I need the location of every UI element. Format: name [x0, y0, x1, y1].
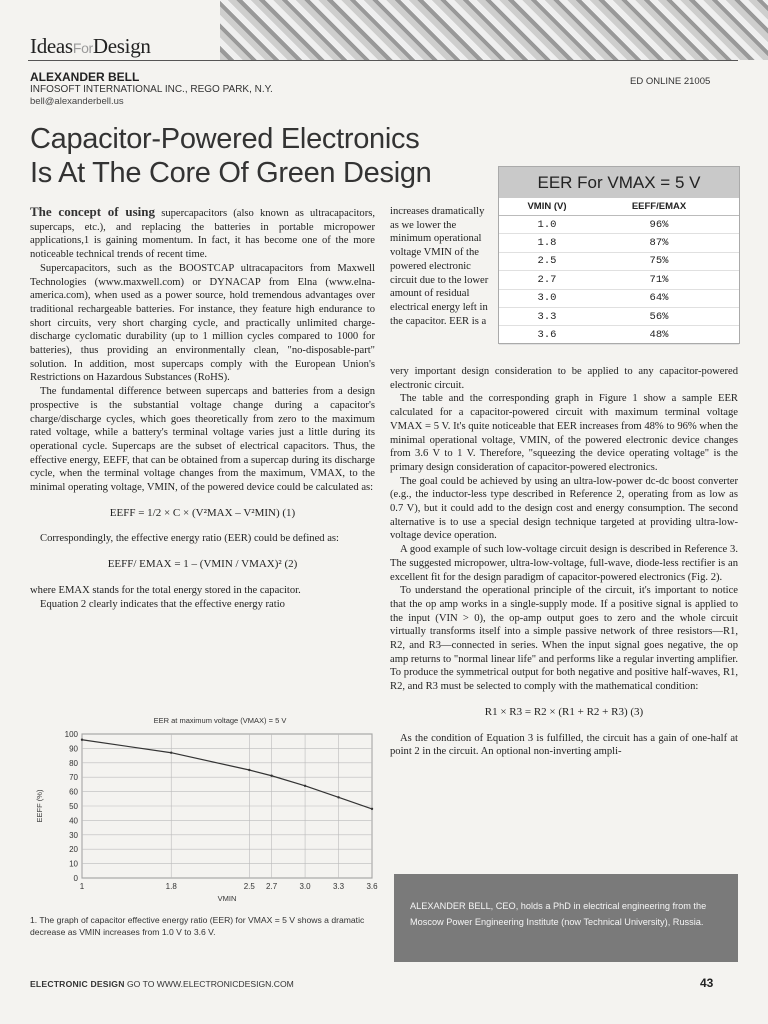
- y-tick-label: 20: [69, 845, 78, 855]
- eer-col-vmin: VMIN (V): [527, 201, 567, 212]
- article-right-column: [390, 365, 738, 759]
- page-number: 43: [700, 976, 714, 990]
- eer-table-row: [499, 216, 739, 234]
- author-name: ALEXANDER BELL: [30, 70, 140, 84]
- paragraph-4: Correspondingly, the effective energy ratio (EER) could be defined as:: [40, 533, 339, 545]
- article-left-column: [30, 205, 375, 611]
- header-rule: [28, 60, 738, 61]
- eer-table-header: [499, 198, 739, 216]
- article-middle-column: [390, 205, 490, 328]
- paragraph-1-text: supercapacitors (also known as ultracapacitors, supercaps, etc.), and replacing the batteries in portable micropower applications,1 is gaining momentum. In fact, it has become one of the more noticeable technical trends of recent time.: [30, 208, 375, 261]
- eer-table-row: [499, 253, 739, 271]
- y-tick-label: 70: [69, 773, 78, 783]
- x-tick-label: 3.6: [366, 882, 378, 891]
- paragraph-5: where EMAX stands for the total energy stored in the capacitor.: [30, 584, 301, 596]
- eer-cell-vmin: 2.5: [537, 255, 557, 268]
- eer-table-row: [499, 271, 739, 289]
- eer-cell-ratio: 71%: [649, 273, 669, 286]
- equation-1: EEFF = 1/2 × C × (V²MAX – V²MIN) (1): [109, 506, 296, 519]
- y-tick-label: 0: [73, 874, 78, 883]
- eer-table-row: [499, 326, 739, 344]
- eer-cell-vmin: 1.0: [537, 218, 557, 231]
- eer-table-title: EER For VMAX = 5 V: [499, 167, 739, 198]
- eer-line-chart: [30, 726, 380, 906]
- y-tick-label: 40: [69, 816, 78, 826]
- right-paragraph-3: The goal could be achieved by using an ultra-low-power dc-dc boost converter (e.g., the inductor-less type described in Reference 2, operating from as low as 0.7 V), but it could add to the design cost and energy consumption. The second alternative is to use a special design technique targeted at providing ultra-low-voltage device operation.: [390, 475, 738, 542]
- eer-table: [498, 166, 740, 344]
- eer-cell-ratio: 96%: [649, 218, 669, 231]
- paragraph-3: The fundamental difference between supercaps and batteries from a design prospective is the substantial voltage change during a capacitor's charge/discharge cycles, which goes theoretically from zero to the maximum rated voltage, while a battery's terminal voltage varies just a little during its operational cycle. Supercaps are the subset of electrical capacitors. Thus, the effective energy, EEFF, that can be obtained from a supercap during its discharge cycle, when the terminal voltage changes from the maximum, VMAX, to the minimal operating voltage, VMIN, of the powered device could be calculated as:: [30, 386, 375, 494]
- eer-data-point: [371, 808, 373, 810]
- paragraph-1: [30, 205, 375, 262]
- eer-table-row: [499, 290, 739, 308]
- y-tick-label: 80: [69, 758, 78, 768]
- y-tick-label: 100: [64, 730, 78, 739]
- eer-cell-vmin: 3.0: [537, 292, 557, 305]
- ed-online-code: ED ONLINE 21005: [630, 76, 711, 87]
- eer-cell-vmin: 3.3: [537, 310, 557, 323]
- y-tick-label: 60: [69, 787, 78, 797]
- headline-line-2: Is At The Core Of Green Design: [30, 157, 432, 189]
- footer-link[interactable]: GO TO WWW.ELECTRONICDESIGN.COM: [127, 979, 294, 989]
- eer-cell-ratio: 56%: [649, 310, 669, 323]
- header-pattern-image: [220, 0, 768, 60]
- eer-cell-vmin: 2.7: [537, 273, 557, 286]
- right-paragraph-4: A good example of such low-voltage circuit design is described in Reference 3. The suggested micropower, ultra-low-voltage, full-wave, diode-less rectifier is an excellent fit for the design paradigm of capacitor-powered electronics (Fig. 2).: [390, 544, 738, 583]
- equation-2: EEFF/ EMAX = 1 – (VMIN / VMAX)² (2): [107, 558, 298, 571]
- eer-data-point: [304, 785, 306, 787]
- eer-table-row: [499, 308, 739, 326]
- middle-column-text: increases dramatically as we lower the minimum operational voltage VMIN of the powered electronic circuit due to the lower amount of residual electrical energy left in the capacitor. EER is a: [390, 206, 489, 327]
- figure-caption: 1. The graph of capacitor effective energy ratio (EER) for VMAX = 5 V shows a dramatic decrease as VMIN increases from 1.0 V to 3.6 V.: [30, 915, 365, 937]
- eer-data-point: [248, 769, 250, 771]
- paragraph-2: Supercapacitors, such as the BOOSTCAP ultracapacitors from Maxwell Technologies (www.maxwell.com) or DYNACAP from Elna (www.elna-america.com), when used as a power source, hold tremendous advantages over traditional rechargeable batteries. For instance, they feature high endurance to short circuits, very short charging cycle, and practically unlimited charge-discharge cyclomatic durability (up to 1 million cycles compared to 1000 for batteries), thus providing an environmentally clean, "no-disposable-part" solution. In addition, most supercaps comply with the European Union's Restrictions on Hazardous Substances (RoHS).: [30, 262, 375, 384]
- right-paragraph-6: As the condition of Equation 3 is fulfilled, the circuit has a gain of one-half at point 2 in the circuit. An optional non-inverting ampli-: [390, 732, 738, 758]
- eer-cell-vmin: 3.6: [537, 329, 557, 342]
- headline-line-1: Capacitor-Powered Electronics: [30, 123, 420, 155]
- x-tick-label: 1.8: [165, 882, 177, 891]
- x-tick-label: 3.0: [299, 882, 311, 891]
- eer-cell-ratio: 87%: [649, 237, 669, 250]
- eer-data-point: [81, 739, 83, 741]
- eer-cell-ratio: 75%: [649, 255, 669, 268]
- footer-brand: ELECTRONIC DESIGN: [30, 979, 125, 989]
- chart-title: EER at maximum voltage (VMAX) = 5 V: [153, 716, 287, 725]
- author-email: bell@alexanderbell.us: [30, 96, 124, 107]
- y-tick-label: 90: [69, 744, 78, 754]
- eer-cell-ratio: 64%: [649, 292, 669, 305]
- eer-table-body: [499, 216, 739, 345]
- y-axis-label: EEFF (%): [35, 789, 44, 823]
- article-headline: [30, 122, 432, 190]
- x-axis-label: VMIN: [217, 894, 237, 903]
- eer-col-ratio: EEFF/EMAX: [631, 201, 687, 212]
- y-tick-label: 10: [69, 859, 78, 869]
- eer-series-line: [82, 740, 372, 809]
- footer: [30, 979, 294, 989]
- eer-cell-vmin: 1.8: [537, 237, 557, 250]
- eer-table-row: [499, 234, 739, 252]
- eer-data-point: [337, 796, 339, 798]
- author-bio-text: ALEXANDER BELL, CEO, holds a PhD in electrical engineering from the Moscow Power Engineering Institute (now Technical University), Russia.: [410, 901, 707, 927]
- lead-in: The concept of using: [30, 204, 156, 219]
- eer-data-point: [170, 752, 172, 754]
- equation-3: R1 × R3 = R2 × (R1 + R2 + R3) (3): [484, 705, 644, 718]
- right-paragraph-5: To understand the operational principle of the circuit, it's important to notice that the op amp works in a single-supply mode. If a positive signal is applied to the input (VIN > 0), the op-amp output goes to zero and the whole circuit virtually transforms itself into a simple passive network of three resistors—R1, R2, and R3—connected in series. When the input signal goes negative, the op amp returns to "normal linear life" and performs like a regular inverting amplifier. To produce the symmetrical output for both negative and positive half-waves, R1, R2, and R3 must be selected to comply with the mathematical condition:: [390, 585, 738, 693]
- right-paragraph-1: very important design consideration to be applied to any capacitor-powered electronic circuit.: [390, 366, 738, 391]
- x-tick-label: 1: [79, 882, 85, 891]
- magazine-section-title: [30, 34, 151, 59]
- x-tick-label: 3.3: [332, 882, 345, 891]
- eer-cell-ratio: 48%: [649, 329, 669, 342]
- magazine-title-part-b: Design: [92, 34, 151, 58]
- y-tick-label: 30: [69, 830, 78, 840]
- author-affiliation: INFOSOFT INTERNATIONAL INC., REGO PARK, N.Y.: [30, 84, 273, 95]
- magazine-title-part-mid: For: [72, 40, 93, 56]
- x-tick-label: 2.7: [266, 882, 278, 891]
- x-tick-label: 2.5: [243, 882, 255, 891]
- y-tick-label: 50: [69, 802, 78, 811]
- paragraph-6: Equation 2 clearly indicates that the effective energy ratio: [40, 598, 285, 610]
- magazine-title-part-a: Ideas: [30, 34, 73, 58]
- right-paragraph-2: The table and the corresponding graph in Figure 1 show a sample EER calculated for a capacitor-powered circuit with maximum terminal voltage VMAX = 5 V. It's quite noticeable that EER increases from 48% to 96% when the minimal operational voltage, VMIN, of the powered electronic device changes from 3.6 V to 1 V. Therefore, "squeezing the device operating voltage" is the primary design consideration of capacitor-powered electronics.: [390, 393, 738, 473]
- eer-data-point: [270, 775, 272, 777]
